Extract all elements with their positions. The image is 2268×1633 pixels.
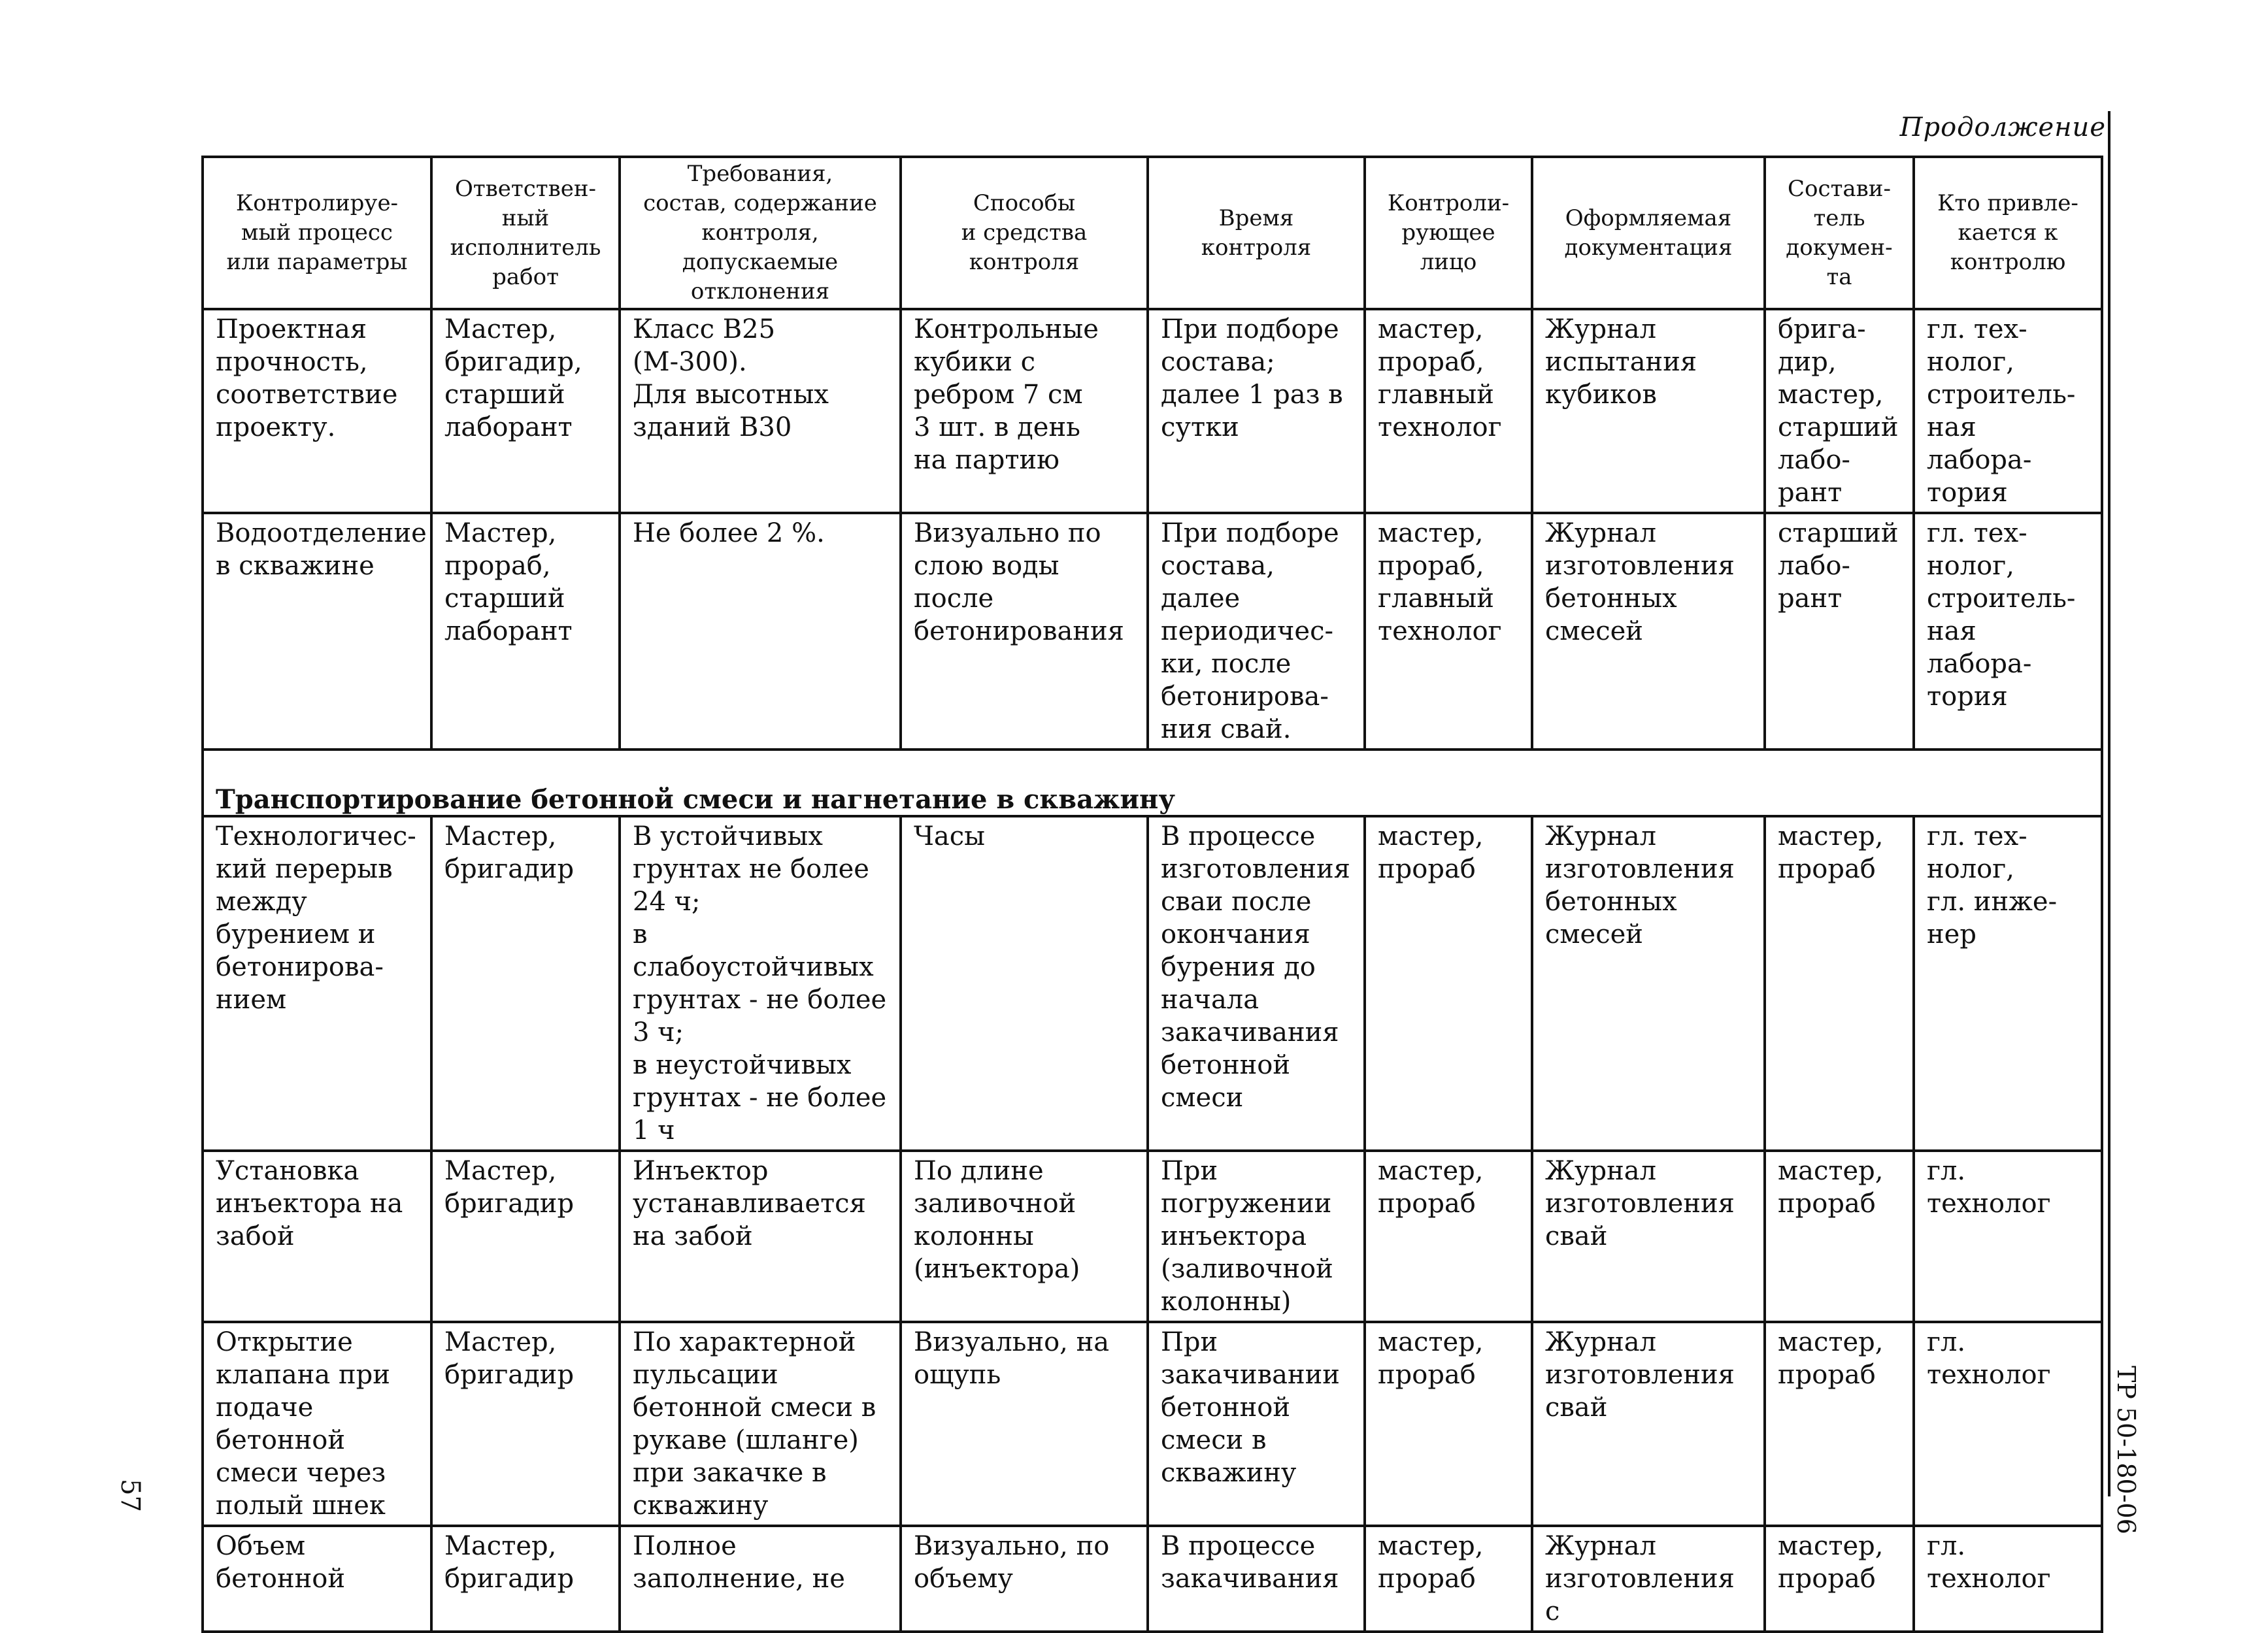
header-text: Время контроля (1201, 205, 1312, 261)
header-text: Ответствен- ный исполнитель работ (450, 175, 601, 290)
right-margin-rule (2108, 111, 2110, 1496)
table-row (203, 309, 2102, 513)
table-cell: Мастер, бригадир (431, 1151, 620, 1322)
table-cell: старший лабо- рант (1765, 513, 1914, 750)
table-cell: мастер, прораб (1365, 816, 1532, 1151)
table-cell: При закачивании бетонной смеси в скважину (1148, 1322, 1365, 1526)
table-row (203, 1151, 2102, 1322)
table-cell: Визуально, по объему (901, 1526, 1148, 1632)
table-row (203, 1322, 2102, 1526)
header-requirements (620, 157, 901, 309)
table-row (203, 816, 2102, 1151)
table-row (203, 513, 2102, 750)
table-cell: Открытие клапана при подаче бетонной смеси через полый шнек (203, 1322, 431, 1526)
table-cell: Журнал изготовления с (1532, 1526, 1765, 1632)
table-cell: При погружении инъектора (заливочной колонны) (1148, 1151, 1365, 1322)
table-cell: При подборе состава, далее периодичес- ки, после бетонирова- ния свай. (1148, 513, 1365, 750)
header-controlled-process (203, 157, 431, 309)
header-text: Способы и средства контроля (961, 190, 1088, 275)
table-cell: брига- дир, мастер, старший лабо- рант (1765, 309, 1914, 513)
table-cell: мастер, прораб, главный технолог (1365, 513, 1532, 750)
header-text: Оформляемая документация (1564, 205, 1733, 261)
table-cell: гл. технолог (1914, 1322, 2102, 1526)
table-cell: гл. технолог (1914, 1151, 2102, 1322)
table-cell: Визуально по слою воды после бетонирования (901, 513, 1148, 750)
header-documentation (1532, 157, 1765, 309)
header-text: Контролируе- мый процесс или параметры (226, 190, 408, 275)
table-cell: мастер, прораб (1365, 1322, 1532, 1526)
header-text: Контроли- рующее лицо (1387, 190, 1510, 275)
table-cell: гл. тех- нолог, строитель- ная лабора- тория (1914, 513, 2102, 750)
table-cell: мастер, прораб (1765, 816, 1914, 1151)
table-cell: Полное заполнение, не (620, 1526, 901, 1632)
table-cell: Визуально, на ощупь (901, 1322, 1148, 1526)
table-cell: Часы (901, 816, 1148, 1151)
page-number: 57 (115, 1479, 145, 1512)
table-cell: Мастер, бригадир (431, 816, 620, 1151)
table-cell: Мастер, бригадир (431, 1322, 620, 1526)
table-cell: гл. технолог (1914, 1526, 2102, 1632)
table-cell: Журнал испытания кубиков (1532, 309, 1765, 513)
table-cell: По длине заливочной колонны (инъектора) (901, 1151, 1148, 1322)
table-cell: Мастер, бригадир (431, 1526, 620, 1632)
header-methods (901, 157, 1148, 309)
table-cell: Установка инъектора на забой (203, 1151, 431, 1322)
table-cell: мастер, прораб (1765, 1322, 1914, 1526)
header-text: Состави- тель докумен- та (1786, 175, 1893, 290)
header-time (1148, 157, 1365, 309)
table-cell: Не более 2 %. (620, 513, 901, 750)
section-row (203, 750, 2102, 816)
section-title: Транспортирование бетонной смеси и нагнетание в скважину (203, 750, 2102, 816)
table-cell: мастер, прораб (1365, 1151, 1532, 1322)
table-cell: В процессе закачивания (1148, 1526, 1365, 1632)
table-cell: Мастер, бригадир, старший лаборант (431, 309, 620, 513)
table-cell: мастер, прораб (1765, 1151, 1914, 1322)
table-row (203, 1526, 2102, 1632)
table-cell: Проектная прочность, соответствие проекту. (203, 309, 431, 513)
table-cell: мастер, прораб (1365, 1526, 1532, 1632)
table-cell: мастер, прораб (1765, 1526, 1914, 1632)
table-cell: Класс В25 (М-300). Для высотных зданий В30 (620, 309, 901, 513)
table-cell: Журнал изготовления свай (1532, 1151, 1765, 1322)
table-cell: По характерной пульсации бетонной смеси в рукаве (шланге) при закачке в скважину (620, 1322, 901, 1526)
table-cell: Журнал изготовления свай (1532, 1322, 1765, 1526)
table-cell: В процессе изготовления сваи после окончания бурения до начала закачивания бетонной смеси (1148, 816, 1365, 1151)
table-cell: Контрольные кубики с ребром 7 см 3 шт. в день на партию (901, 309, 1148, 513)
header-row (203, 157, 2102, 309)
table-cell: гл. тех- нолог, строитель- ная лабора- тория (1914, 309, 2102, 513)
table-body (203, 309, 2102, 1632)
document-code: ТР 50-180-06 (2112, 1366, 2141, 1534)
continuation-label: Продолжение (1899, 112, 2106, 142)
table-cell: Объем бетонной (203, 1526, 431, 1632)
header-text: Кто привле- кается к контролю (1937, 190, 2078, 275)
table-cell: Журнал изготовления бетонных смесей (1532, 513, 1765, 750)
table-cell: Инъектор устанавливается на забой (620, 1151, 901, 1322)
header-involved (1914, 157, 2102, 309)
header-controller (1365, 157, 1532, 309)
table-cell: Технологичес- кий перерыв между бурением и бетонирова- нием (203, 816, 431, 1151)
header-responsible (431, 157, 620, 309)
quality-control-table (201, 156, 2103, 1633)
table-header (203, 157, 2102, 309)
table-cell: В устойчивых грунтах не более 24 ч; в слабоустойчивых грунтах - не более 3 ч; в неустойчивых грунтах - не более 1 ч (620, 816, 901, 1151)
table-cell: При подборе состава; далее 1 раз в сутки (1148, 309, 1365, 513)
table-cell: гл. тех- нолог, гл. инже- нер (1914, 816, 2102, 1151)
header-text: Требования, состав, содержание контроля, допускаемые отклонения (643, 161, 877, 305)
table-cell: мастер, прораб, главный технолог (1365, 309, 1532, 513)
table-cell: Журнал изготовления бетонных смесей (1532, 816, 1765, 1151)
header-compiler (1765, 157, 1914, 309)
table-cell: Водоотделение в скважине (203, 513, 431, 750)
table-cell: Мастер, прораб, старший лаборант (431, 513, 620, 750)
